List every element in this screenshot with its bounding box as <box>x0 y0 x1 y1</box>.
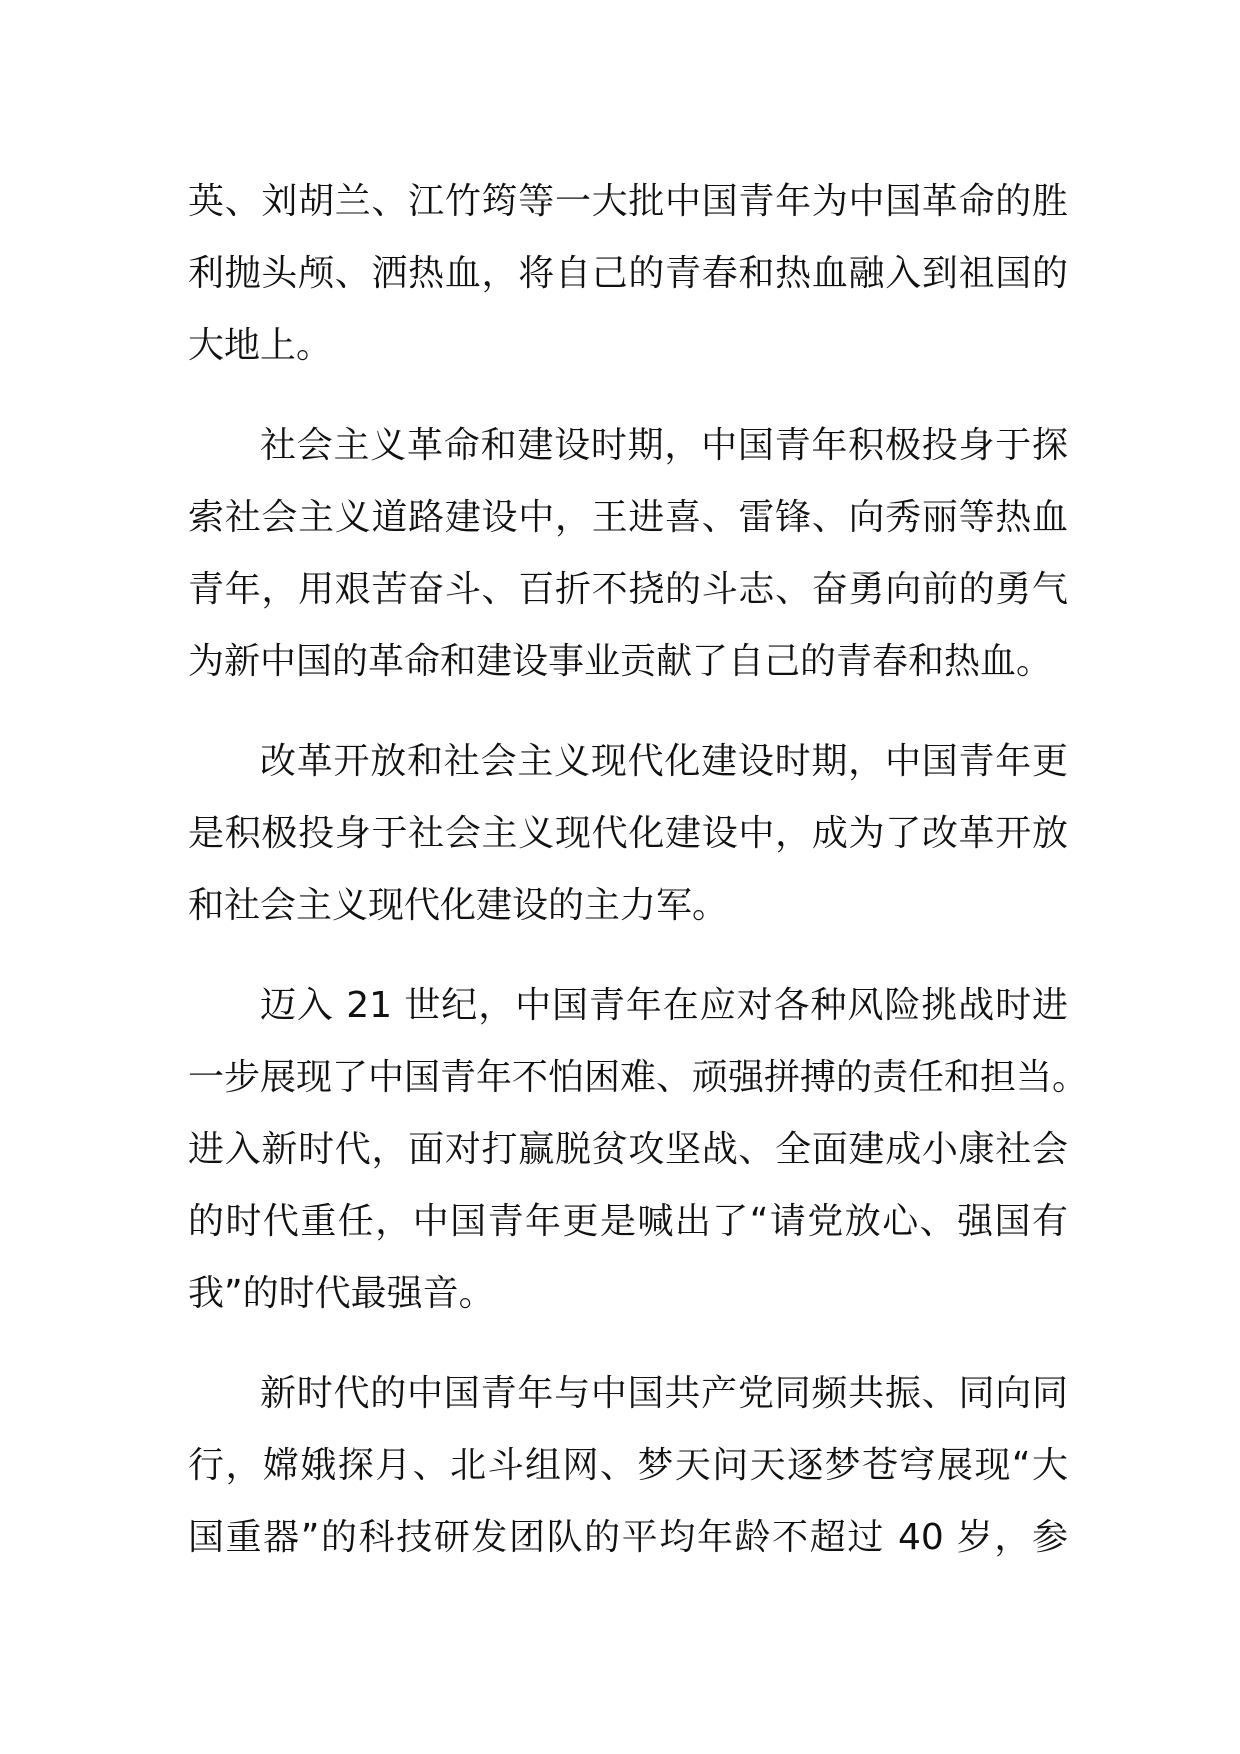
text-line: 大地上。 <box>188 325 333 366</box>
text-line: 行，嫦娥探月、北斗组网、梦天问天逐梦苍穹展现“大 <box>188 1445 1068 1486</box>
text-line: 英、刘胡兰、江竹筠等一大批中国青年为中国革命的胜 <box>188 181 1068 222</box>
paragraph-1 <box>188 166 1068 382</box>
text-line: 为新中国的革命和建设事业贡献了自己的青春和热血。 <box>188 641 1053 682</box>
text-line: 社会主义革命和建设时期，中国青年积极投身于探 <box>260 425 1068 466</box>
text-line: 国重器”的科技研发团队的平均年龄不超过 40 岁，参 <box>188 1517 1068 1558</box>
text-line: 是积极投身于社会主义现代化建设中，成为了改革开放 <box>188 813 1068 854</box>
text-line: 青年，用艰苦奋斗、百折不挠的斗志、奋勇向前的勇气 <box>188 569 1068 610</box>
text-line: 我”的时代最强音。 <box>188 1273 495 1314</box>
text-line: 索社会主义道路建设中，王进喜、雷锋、向秀丽等热血 <box>188 497 1068 538</box>
text-line: 新时代的中国青年与中国共产党同频共振、同向同 <box>260 1373 1068 1414</box>
body-text <box>188 166 1089 1602</box>
paragraph-4 <box>188 970 1089 1330</box>
paragraph-5 <box>188 1358 1068 1574</box>
paragraph-2 <box>188 410 1068 698</box>
text-line: 迈入 21 世纪，中国青年在应对各种风险挑战时进 <box>260 985 1068 1026</box>
text-line: 进入新时代，面对打赢脱贫攻坚战、全面建成小康社会 <box>188 1129 1068 1170</box>
paragraph-3 <box>188 726 1068 942</box>
text-line: 改革开放和社会主义现代化建设时期，中国青年更 <box>260 741 1068 782</box>
text-line: 的时代重任，中国青年更是喊出了“请党放心、强国有 <box>188 1201 1068 1242</box>
text-line: 和社会主义现代化建设的主力军。 <box>188 885 729 926</box>
text-line: 一步展现了中国青年不怕困难、顽强拼搏的责任和担当。 <box>188 1057 1089 1098</box>
text-line: 利抛头颅、洒热血，将自己的青春和热血融入到祖国的 <box>188 253 1068 294</box>
